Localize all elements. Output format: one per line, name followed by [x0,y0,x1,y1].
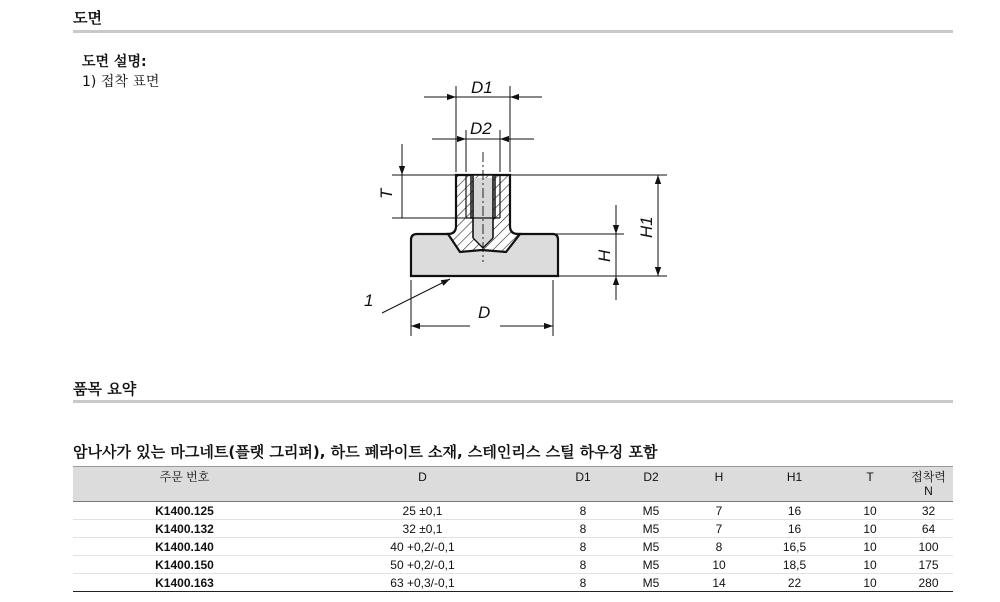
cell-d: 40 +0,2/-0,1 [296,538,549,556]
dim-label-d1: D1 [471,78,493,97]
col-header-h1: H1 [753,467,836,502]
table-header-row [73,467,953,502]
cell-d: 63 +0,3/-0,1 [296,574,549,592]
cell-d2: M5 [617,538,685,556]
table-row [73,538,953,556]
dim-label-h1: H1 [637,216,656,238]
dim-label-h: H [595,249,614,262]
product-description: 암나사가 있는 마그네트(플랫 그리퍼), 하드 페라이트 소재, 스테인리스 스틸 하우징 포함 [73,443,658,461]
order-number: K1400.125 [73,502,296,520]
legend-title: 도면 설명: [82,54,147,70]
cell-d2: M5 [617,574,685,592]
section-title-summary: 품목 요약 [73,380,137,398]
callout-label: 1 [364,291,374,310]
cell-h: 14 [685,574,753,592]
cell-d2: M5 [617,502,685,520]
cell-t: 10 [836,538,904,556]
cell-d1: 8 [549,574,617,592]
order-number: K1400.140 [73,538,296,556]
col-header-d2: D2 [617,467,685,502]
cell-h1: 16,5 [753,538,836,556]
cell-t: 10 [836,574,904,592]
dim-label-t: T [377,188,396,199]
table-row [73,574,953,592]
order-number: K1400.132 [73,520,296,538]
cell-d2: M5 [617,520,685,538]
cell-h1: 18,5 [753,556,836,574]
dim-label-d2: D2 [470,119,492,138]
cell-d: 50 +0,2/-0,1 [296,556,549,574]
order-number: K1400.163 [73,574,296,592]
cell-t: 10 [836,556,904,574]
cell-d1: 8 [549,538,617,556]
spec-table [73,466,953,592]
col-header-force: 접착력 N [904,467,953,502]
cell-h1: 22 [753,574,836,592]
cell-d: 32 ±0,1 [296,520,549,538]
cell-t: 10 [836,502,904,520]
cell-h1: 16 [753,520,836,538]
section-divider [73,400,953,403]
dim-label-d: D [478,303,491,322]
col-header-t: T [836,467,904,502]
cell-force: 64 [904,520,953,538]
cell-d2: M5 [617,556,685,574]
cell-d: 25 ±0,1 [296,502,549,520]
table-row [73,502,953,520]
col-header-h: H [685,467,753,502]
cell-t: 10 [836,520,904,538]
order-number: K1400.150 [73,556,296,574]
col-header-d1: D1 [549,467,617,502]
cell-force: 32 [904,502,953,520]
table-row [73,520,953,538]
cell-d1: 8 [549,502,617,520]
col-header-d: D [296,467,549,502]
table-row [73,556,953,574]
col-header-order-no: 주문 번호 [73,467,296,502]
cell-h: 8 [685,538,753,556]
legend-item: 1) 접착 표면 [82,74,160,90]
cell-h: 7 [685,502,753,520]
section-title-drawing: 도면 [73,9,102,27]
cell-force: 280 [904,574,953,592]
cell-h1: 16 [753,502,836,520]
cell-force: 100 [904,538,953,556]
cell-h: 10 [685,556,753,574]
cell-h: 7 [685,520,753,538]
cell-d1: 8 [549,556,617,574]
cell-d1: 8 [549,520,617,538]
cell-force: 175 [904,556,953,574]
